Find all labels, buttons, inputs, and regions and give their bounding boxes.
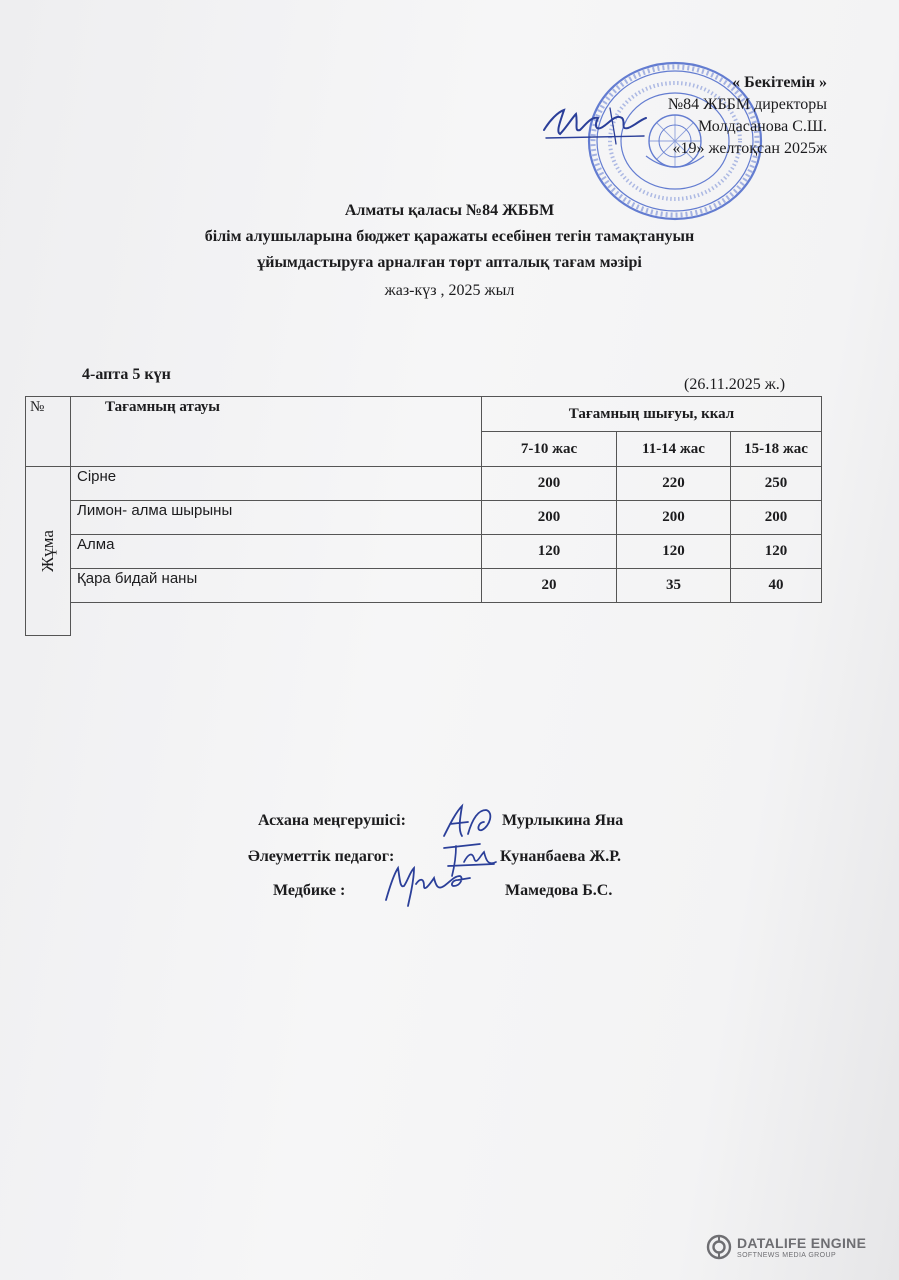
header-kcal: Тағамның шығуы, ккал [482, 397, 822, 432]
kcal-value: 120 [731, 535, 822, 569]
kcal-value: 40 [731, 569, 822, 603]
title-line-season: жаз-күз , 2025 жыл [384, 282, 515, 299]
header-age-11-14: 11-14 жас [617, 432, 731, 467]
watermark-main: DATALIFE ENGINE [737, 1234, 867, 1251]
dish-name: Лимон- алма шырыны [71, 501, 482, 535]
kcal-value: 250 [731, 467, 822, 501]
date-label: (26.11.2025 ж.) [684, 376, 786, 393]
watermark [706, 1234, 866, 1260]
title-line-school: Алматы қаласы №84 ЖББМ [344, 202, 555, 219]
kcal-value: 200 [482, 501, 617, 535]
approval-line-director: №84 ЖББМ директоры [667, 96, 827, 113]
watermark-text [737, 1236, 866, 1259]
empty-cell [731, 603, 822, 636]
table-row [26, 535, 822, 569]
table-empty-row [26, 603, 822, 636]
dish-name: Қара бидай наны [71, 569, 482, 603]
kcal-value: 200 [617, 501, 731, 535]
header-age-7-10: 7-10 жас [482, 432, 617, 467]
signer-role-kitchen: Асхана меңгерушісі: [258, 812, 406, 829]
empty-cell [71, 603, 482, 636]
table-row [26, 569, 822, 603]
signer-name-social: Кунанбаева Ж.Р. [500, 848, 621, 865]
table-row [26, 501, 822, 535]
signer-role-nurse: Медбике : [273, 882, 346, 899]
datalife-logo-icon [706, 1234, 732, 1260]
approval-heading: « Бекітемін » [732, 74, 827, 91]
approval-line-name: Молдасанова С.Ш. [697, 118, 827, 135]
director-signature [540, 100, 650, 148]
signer-name-kitchen: Мурлыкина Яна [502, 812, 624, 829]
empty-cell [482, 603, 617, 636]
title-line-menu: ұйымдастыруға арналған төрт апталық тағам мәзірі [257, 254, 642, 271]
watermark-sub: SOFTNEWS MEDIA GROUP [737, 1251, 837, 1259]
kcal-value: 220 [617, 467, 731, 501]
week-label: 4-апта 5 күн [82, 366, 171, 383]
header-age-15-18: 15-18 жас [731, 432, 822, 467]
approval-line-date: «19» желтоқсан 2025ж [672, 140, 827, 157]
menu-table [25, 396, 822, 636]
kcal-value: 120 [617, 535, 731, 569]
signature-nurse [380, 860, 474, 910]
signer-name-nurse: Мамедова Б.С. [505, 882, 613, 899]
document-title [0, 198, 899, 304]
kcal-value: 200 [731, 501, 822, 535]
kcal-value: 20 [482, 569, 617, 603]
empty-cell [617, 603, 731, 636]
approval-block [668, 72, 827, 160]
table-row [26, 467, 822, 501]
dish-name: Алма [71, 535, 482, 569]
header-dish-name: Тағамның атауы [71, 397, 482, 467]
kcal-value: 35 [617, 569, 731, 603]
day-cell [26, 467, 71, 636]
dish-name: Сірне [71, 467, 482, 501]
day-label: Жұма [38, 529, 57, 572]
signer-role-social: Әлеуметтік педагог: [248, 848, 395, 865]
table-header-row [26, 397, 822, 432]
kcal-value: 200 [482, 467, 617, 501]
title-line-purpose: білім алушыларына бюджет қаражаты есебінен тегін тамақтануын [204, 228, 695, 245]
header-number: № [26, 397, 71, 467]
kcal-value: 120 [482, 535, 617, 569]
